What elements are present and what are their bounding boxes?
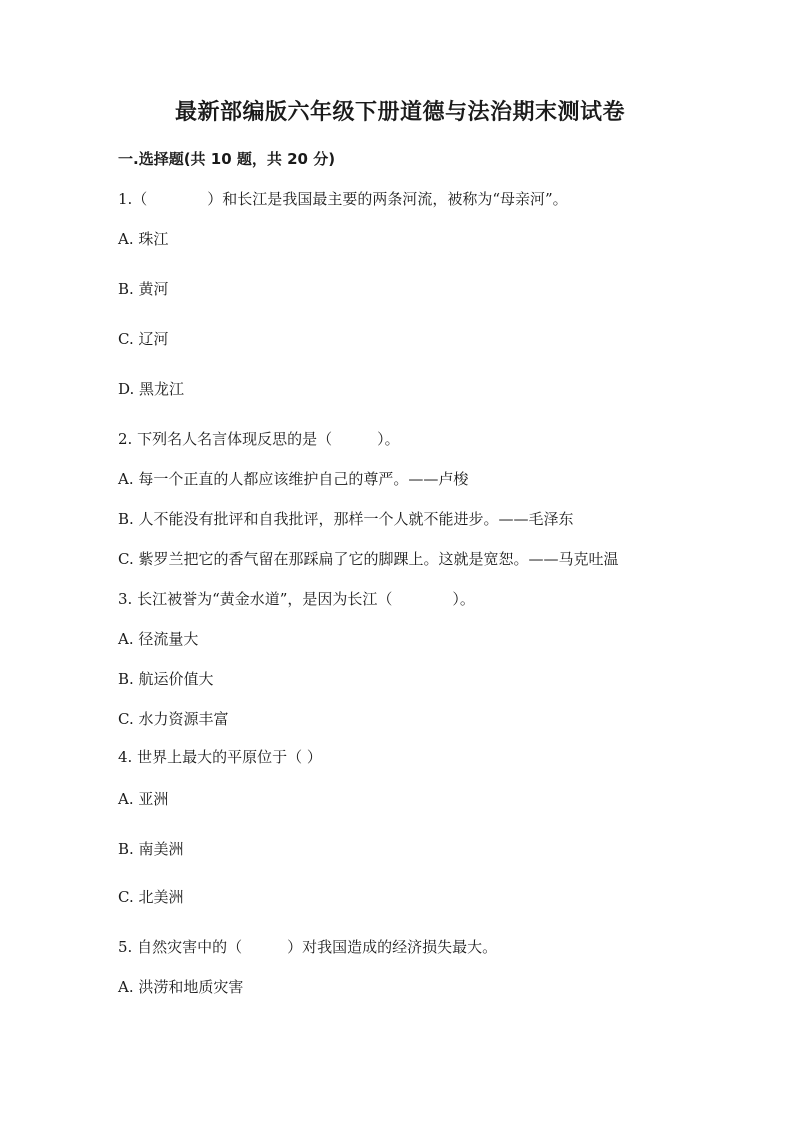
question-2-option-c: C. 紫罗兰把它的香气留在那踩扁了它的脚踝上。这就是宽恕。——马克吐温 <box>118 550 619 568</box>
question-4-stem: 4. 世界上最大的平原位于（ ） <box>118 748 322 766</box>
question-1-option-b: B. 黄河 <box>118 280 169 298</box>
question-1-option-c: C. 辽河 <box>118 330 169 348</box>
question-5-option-a: A. 洪涝和地质灾害 <box>118 978 244 996</box>
question-4-option-c: C. 北美洲 <box>118 888 184 906</box>
question-3-option-b: B. 航运价值大 <box>118 670 214 688</box>
question-2-option-b: B. 人不能没有批评和自我批评，那样一个人就不能进步。——毛泽东 <box>118 510 574 528</box>
question-4-option-b: B. 南美洲 <box>118 840 184 858</box>
question-3-stem: 3. 长江被誉为“黄金水道”，是因为长江（ ）。 <box>118 590 475 608</box>
question-2-option-a: A. 每一个正直的人都应该维护自己的尊严。——卢梭 <box>118 470 469 488</box>
page-title: 最新部编版六年级下册道德与法治期末测试卷 <box>174 100 625 125</box>
question-5-stem: 5. 自然灾害中的（ ）对我国造成的经济损失最大。 <box>118 938 498 956</box>
question-3-option-a: A. 径流量大 <box>118 630 199 648</box>
question-1-option-d: D. 黑龙江 <box>118 380 185 398</box>
question-4-option-a: A. 亚洲 <box>118 790 169 808</box>
section-heading: 一.选择题(共 10 题，共 20 分) <box>118 150 336 168</box>
question-3-option-c: C. 水力资源丰富 <box>118 710 229 728</box>
question-1-option-a: A. 珠江 <box>118 230 169 248</box>
question-2-stem: 2. 下列名人名言体现反思的是（ ）。 <box>118 430 400 448</box>
question-1-stem: 1.（ ）和长江是我国最主要的两条河流，被称为“母亲河”。 <box>118 190 568 208</box>
